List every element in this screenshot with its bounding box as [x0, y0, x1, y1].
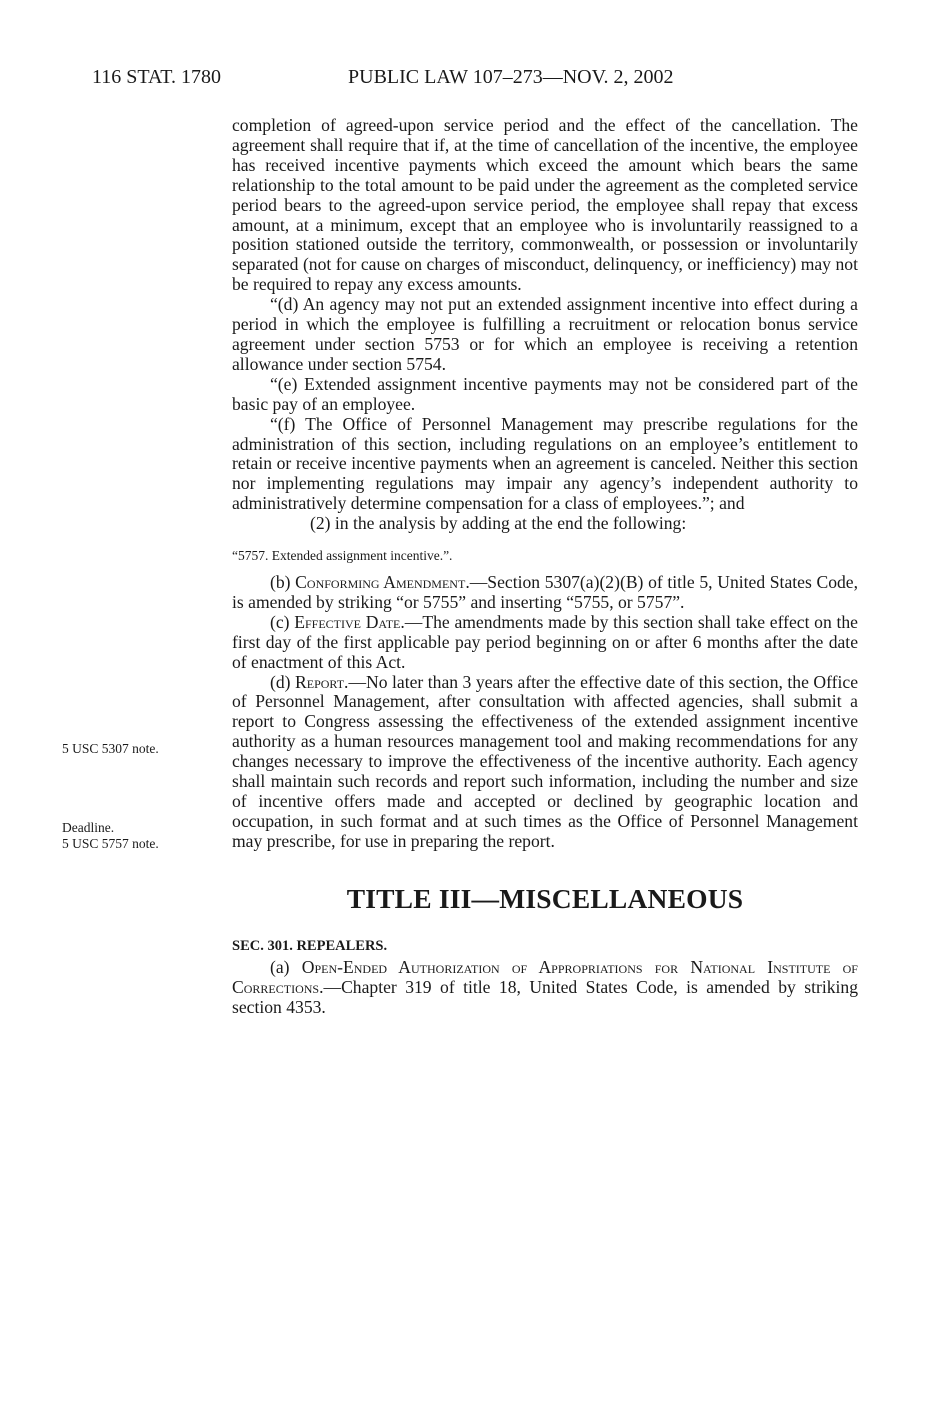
subsection-b: [232, 573, 858, 613]
subsection-e: “(e) Extended assignment incentive payments may not be considered part of the basic pay of an employee.: [232, 373, 858, 414]
margin-note-deadline: Deadline.: [62, 820, 115, 835]
subsection-c-label: (c): [270, 611, 295, 632]
subsection-b-text: .—Section 5307(a)(2)(B) of title 5, United States Code, is amended by striking “or 5755” and inserting “5755, or 5757”.: [232, 572, 858, 612]
subsection-f: “(f) The Office of Personnel Management may prescribe regulations for the administration of this section, including regulations on an employee’s entitlement to retain or receive incentive payments when an agreement is canceled. Neither this section nor implementing regulations may impair any agency’s independent authority to administratively determine compensation for a class of employees.”; and: [232, 413, 858, 514]
subsection-b-heading: Conforming Amendment: [295, 572, 466, 593]
main-text: [232, 116, 858, 1017]
sec301-a-label: (a): [270, 956, 302, 977]
subsection-d-label: (d): [270, 671, 296, 692]
margin-note-usc-5757: 5 USC 5757 note.: [62, 836, 159, 851]
section-heading: SEC. 301. REPEALERS.: [232, 937, 388, 954]
statute-page-number: 116 STAT. 1780: [92, 66, 221, 88]
margin-note-usc-5307: 5 USC 5307 note.: [62, 741, 159, 756]
page-header: [92, 66, 872, 96]
subsection-d-report: [232, 673, 858, 852]
subsection-c: [232, 613, 858, 673]
paragraph-continuation: completion of agreed-upon service period and the effect of the cancellation. The agreement shall require that if, at the time of cancellation of the incentive, the employee has received incentive payments which exceed the amount which bears the same relationship to the total amount to be paid under the agreement as the completed service period bears to the agreed-upon service period, the employee shall repay that excess amount, at a minimum, except that an employee who is involuntarily reassigned to a position stationed outside the territory, commonwealth, or possession or involuntarily separated (not for cause on charges of misconduct, delinquency, or inefficiency) may not be required to repay any excess amounts.: [232, 115, 858, 295]
quoted-analysis-entry: “5757. Extended assignment incentive.”.: [232, 548, 453, 564]
section-301-subsection-a: [232, 958, 858, 1018]
public-law-citation: PUBLIC LAW 107–273—NOV. 2, 2002: [348, 66, 674, 88]
subsection-c-heading: Effective Date: [294, 611, 401, 632]
subsection-d: “(d) An agency may not put an extended assignment incentive into effect during a period in which the employee is fulfilling a recruitment or relocation bonus service agreement under section 5753 or for which an employee is receiving a retention allowance under section 5754.: [232, 294, 858, 374]
subsection-b-label: (b): [270, 572, 296, 593]
subsection-c-text: .—The amendments made by this section shall take effect on the first day of the first applicable pay period beginning on or after 6 months after the date of enactment of this Act.: [232, 611, 858, 672]
title-heading: TITLE III—MISCELLANEOUS: [346, 882, 744, 914]
sec301-a-text: .—Chapter 319 of title 18, United States Code, is amended by striking section 4353.: [232, 976, 858, 1017]
sec301-a-heading: Open-Ended Authorization of Appropriations for National Institute of Corrections: [232, 956, 858, 997]
subsection-d-heading: Report: [295, 671, 345, 692]
paragraph-2: (2) in the analysis by adding at the end the following:: [310, 513, 687, 534]
subsection-d-text: .—No later than 3 years after the effective date of this section, the Office of Personnel Management, after consultation with affected agencies, shall submit a report to Congress assessing the effectiveness of the extended assignment incentive authority as a human resources management tool and making recommendations for any changes necessary to improve the effectiveness of the incentive authority. Each agency shall maintain such records and report such information, including the number and size of incentive offers made and accepted or declined by geographic location and occupation, in such format and at such times as the Office of Personnel Management may prescribe, for use in preparing the report.: [232, 671, 859, 851]
